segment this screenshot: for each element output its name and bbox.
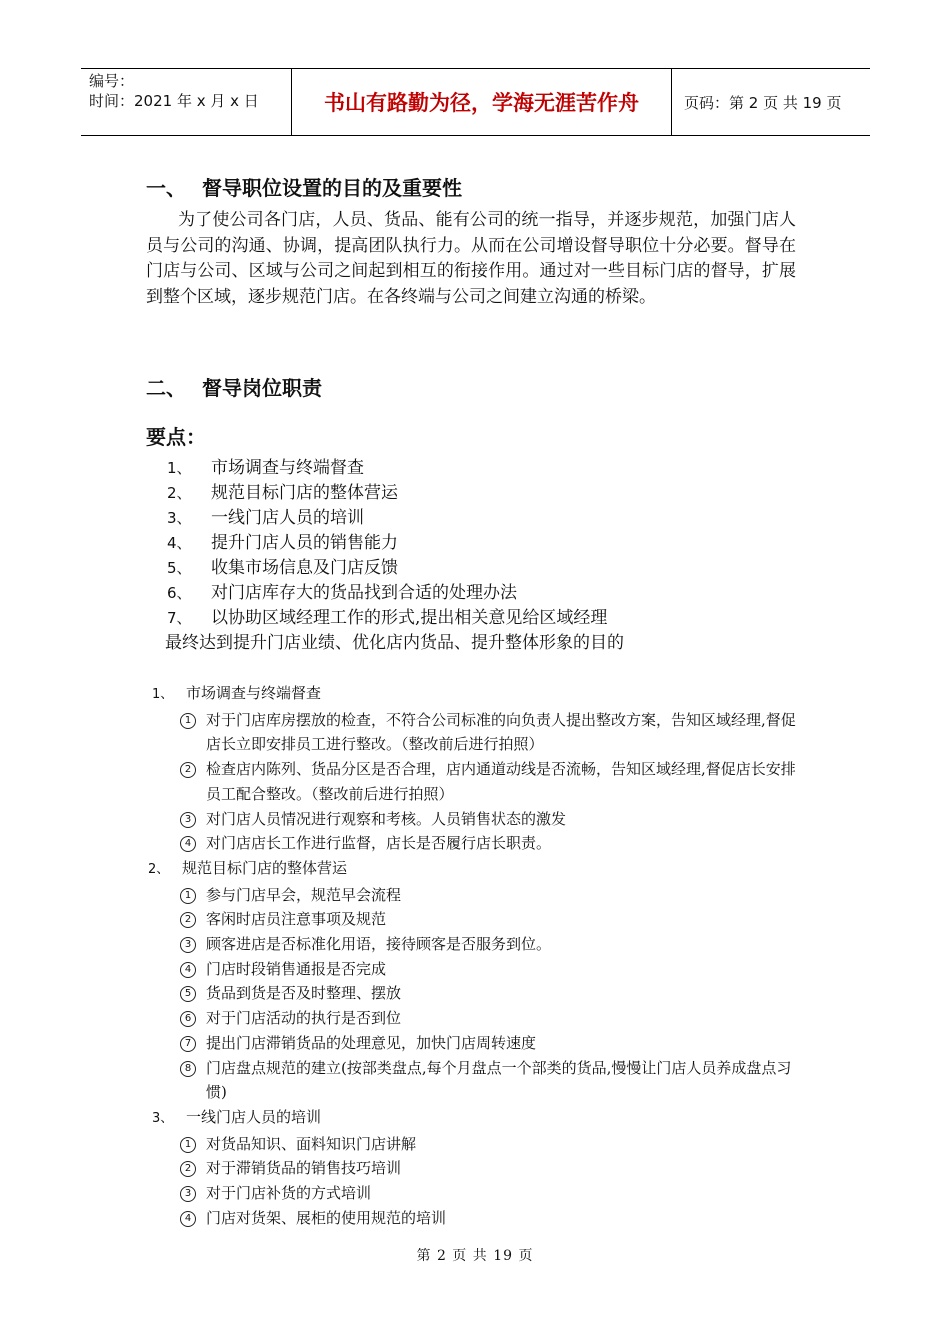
circled-number-icon: 4 xyxy=(180,962,196,978)
page-number-label: 页码：第 2 页 共 19 页 xyxy=(684,93,842,112)
circled-number-icon: 3 xyxy=(180,1186,196,1202)
circled-number-icon: 4 xyxy=(180,1211,196,1227)
list-item: 1 对于门店库房摆放的检查，不符合公司标准的向负责人提出整改方案，告知区域经理,督促店长立即安排员工进行整改。（整改前后进行拍照） xyxy=(148,708,808,757)
list-item: 4 对门店店长工作进行监督，店长是否履行店长职责。 xyxy=(148,831,808,856)
list-item: 3 顾客进店是否标准化用语，接待顾客是否服务到位。 xyxy=(148,932,808,957)
section-1-body: 为了使公司各门店，人员、货品、能有公司的统一指导，并逐步规范，加强门店人员与公司的沟通、协调，提高团队执行力。从而在公司增设督导职位十分必要。督导在门店与公司、区域与公司之间起到相互的衔接作用。通过对一些目标门店的督导，扩展到整个区域，逐步规范门店。在各终端与公司之间建立沟通的桥梁。 xyxy=(146,210,796,307)
list-item: 7 提出门店滞销货品的处理意见，加快门店周转速度 xyxy=(148,1031,808,1056)
page-header xyxy=(81,68,870,136)
details-section xyxy=(148,681,808,1230)
number-label: 编号： xyxy=(89,72,135,90)
list-item: 2 对于滞销货品的销售技巧培训 xyxy=(148,1156,808,1181)
circled-number-icon: 1 xyxy=(180,713,196,729)
circled-number-icon: 1 xyxy=(180,888,196,904)
key-points-summary: 最终达到提升门店业绩、优化店内货品、提升整体形象的目的 xyxy=(165,633,624,653)
list-item: 5、 收集市场信息及门店反馈 xyxy=(167,558,398,578)
list-item: 1 参与门店早会，规范早会流程 xyxy=(148,883,808,908)
detail-heading-1: 1、 市场调查与终端督查 xyxy=(152,684,322,702)
list-item: 4、 提升门店人员的销售能力 xyxy=(167,533,398,553)
circled-number-icon: 8 xyxy=(180,1061,196,1077)
header-motto: 书山有路勤为径，学海无涯苦作舟 xyxy=(292,69,672,135)
list-item: 4 门店时段销售通报是否完成 xyxy=(148,957,808,982)
list-item: 6 对于门店活动的执行是否到位 xyxy=(148,1006,808,1031)
circled-number-icon: 3 xyxy=(180,937,196,953)
list-item: 7、 以协助区域经理工作的形式,提出相关意见给区域经理 xyxy=(167,608,608,628)
circled-number-icon: 2 xyxy=(180,912,196,928)
list-item: 2、 规范目标门店的整体营运 xyxy=(167,483,398,503)
circled-number-icon: 2 xyxy=(180,1161,196,1177)
list-item: 8 门店盘点规范的建立(按部类盘点,每个月盘点一个部类的货品,慢慢让门店人员养成盘点习惯) xyxy=(148,1056,808,1105)
list-item: 2 客闲时店员注意事项及规范 xyxy=(148,907,808,932)
list-item: 4 门店对货架、展柜的使用规范的培训 xyxy=(148,1206,808,1231)
circled-number-icon: 4 xyxy=(180,836,196,852)
time-label: 时间：2021 年 x 月 x 日 xyxy=(89,92,259,110)
list-item: 2 检查店内陈列、货品分区是否合理，店内通道动线是否流畅，告知区域经理,督促店长安排员工配合整改。（整改前后进行拍照） xyxy=(148,757,808,806)
circled-number-icon: 5 xyxy=(180,986,196,1002)
key-points-list xyxy=(167,456,624,656)
section-2-number: 二、 xyxy=(146,376,186,400)
circled-number-icon: 3 xyxy=(180,812,196,828)
section-1-title: 督导职位设置的目的及重要性 xyxy=(202,176,462,200)
circled-number-icon: 6 xyxy=(180,1011,196,1027)
section-1-heading xyxy=(146,172,462,201)
section-2-heading xyxy=(146,372,322,401)
list-item: 3 对门店人员情况进行观察和考核。人员销售状态的激发 xyxy=(148,807,808,832)
page-footer: 第 2 页 共 19 页 xyxy=(416,1248,534,1264)
circled-number-icon: 2 xyxy=(180,762,196,778)
circled-number-icon: 7 xyxy=(180,1036,196,1052)
section-2-title: 督导岗位职责 xyxy=(202,376,322,400)
detail-heading-3: 3、 一线门店人员的培训 xyxy=(152,1107,322,1126)
list-item: 1 对货品知识、面料知识门店讲解 xyxy=(148,1132,808,1157)
key-points-heading: 要点： xyxy=(146,425,206,449)
header-meta xyxy=(81,69,292,135)
list-item: 1、 市场调查与终端督查 xyxy=(167,458,364,478)
section-1-number: 一、 xyxy=(146,176,186,200)
detail-heading-2: 2、 规范目标门店的整体营运 xyxy=(148,858,348,877)
list-item: 6、 对门店库存大的货品找到合适的处理办法 xyxy=(167,583,517,603)
list-item: 3、 一线门店人员的培训 xyxy=(167,508,364,528)
circled-number-icon: 1 xyxy=(180,1137,196,1153)
list-item: 3 对于门店补货的方式培训 xyxy=(148,1181,808,1206)
list-item: 5 货品到货是否及时整理、摆放 xyxy=(148,981,808,1006)
